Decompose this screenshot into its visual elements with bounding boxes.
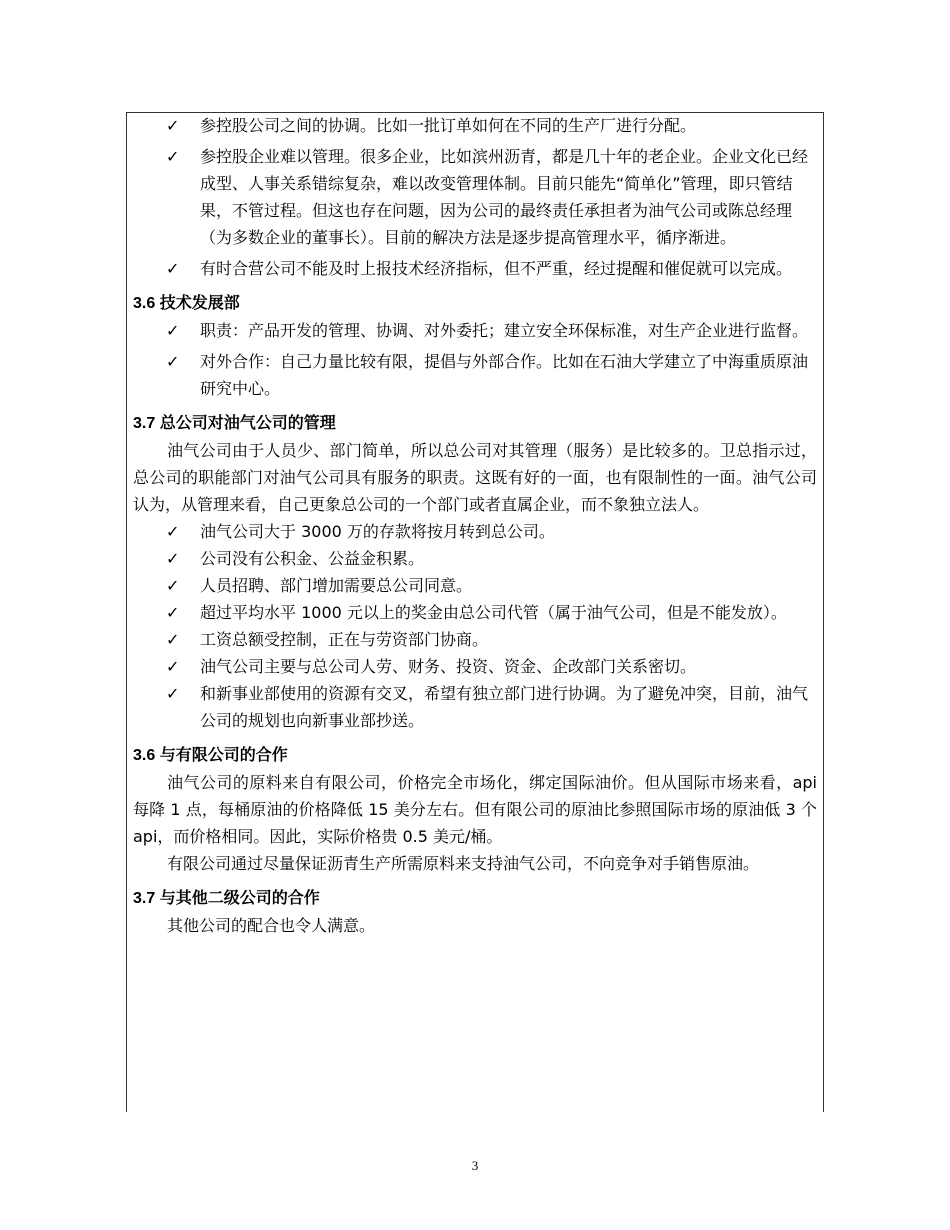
check-icon: ✓ — [166, 630, 180, 649]
check-icon: ✓ — [166, 321, 180, 340]
section-heading: 3.6 与有限公司的合作 — [133, 747, 288, 764]
list-item: ✓ 油气公司大于 3000 万的存款将按月转到总公司。 — [133, 518, 817, 545]
check-icon: ✓ — [166, 657, 180, 676]
check-icon: ✓ — [166, 576, 180, 595]
check-icon: ✓ — [166, 259, 180, 278]
list-item: ✓ 超过平均水平 1000 元以上的奖金由总公司代管（属于油气公司，但是不能发放）。 — [133, 599, 817, 626]
list-item: ✓ 职责：产品开发的管理、协调、对外委托；建立安全环保标准，对生产企业进行监督。 — [133, 317, 817, 344]
section-heading: 3.6 技术发展部 — [133, 295, 240, 312]
check-icon: ✓ — [166, 549, 180, 568]
document-body — [133, 112, 817, 939]
check-icon: ✓ — [166, 352, 180, 371]
check-icon: ✓ — [166, 147, 180, 166]
list-item: ✓ 公司没有公积金、公益金积累。 — [133, 545, 817, 572]
section-heading: 3.7 与其他二级公司的合作 — [133, 890, 320, 907]
list-item: ✓ 有时合营公司不能及时上报技术经济指标，但不严重，经过提醒和催促就可以完成。 — [133, 255, 817, 282]
list-item: ✓ 参控股公司之间的协调。比如一批订单如何在不同的生产厂进行分配。 — [133, 112, 817, 139]
list-item: ✓ 对外合作：自己力量比较有限，提倡与外部合作。比如在石油大学建立了中海重质原油研究中心。 — [133, 348, 817, 402]
check-icon: ✓ — [166, 522, 180, 541]
list-item: ✓ 和新事业部使用的资源有交叉，希望有独立部门进行协调。为了避免冲突，目前，油气公司的规划也向新事业部抄送。 — [133, 680, 817, 734]
check-icon: ✓ — [166, 116, 180, 135]
list-item: ✓ 参控股企业难以管理。很多企业，比如滨州沥青，都是几十年的老企业。企业文化已经成型、人事关系错综复杂，难以改变管理体制。目前只能先“简单化”管理，即只管结果，不管过程。但这也存在问题，因为公司的最终责任承担者为油气公司或陈总经理（为多数企业的董事长）。目前的解决方法是逐步提高管理水平，循序渐进。 — [133, 143, 817, 251]
paragraph: 油气公司的原料来自有限公司，价格完全市场化，绑定国际油价。但从国际市场来看，api 每降 1 点，每桶原油的价格降低 15 美分左右。但有限公司的原油比参照国际市场的原油低 3 个 api，而价格相同。因此，实际价格贵 0.5 美元/桶。 — [133, 773, 817, 846]
paragraph: 其他公司的配合也令人满意。 — [167, 916, 376, 935]
check-icon: ✓ — [166, 603, 180, 622]
list-item: ✓ 工资总额受控制，正在与劳资部门协商。 — [133, 626, 817, 653]
paragraph: 油气公司由于人员少、部门简单，所以总公司对其管理（服务）是比较多的。卫总指示过，总公司的职能部门对油气公司具有服务的职责。这既有好的一面，也有限制性的一面。油气公司认为，从管理来看，自己更象总公司的一个部门或者直属企业，而不象独立法人。 — [133, 441, 817, 514]
list-item: ✓ 人员招聘、部门增加需要总公司同意。 — [133, 572, 817, 599]
page-number: 3 — [471, 1158, 479, 1173]
paragraph: 有限公司通过尽量保证沥青生产所需原料来支持油气公司，不向竞争对手销售原油。 — [167, 854, 760, 873]
list-item: ✓ 油气公司主要与总公司人劳、财务、投资、资金、企改部门关系密切。 — [133, 653, 817, 680]
check-icon: ✓ — [166, 684, 180, 703]
section-heading: 3.7 总公司对油气公司的管理 — [133, 415, 336, 432]
